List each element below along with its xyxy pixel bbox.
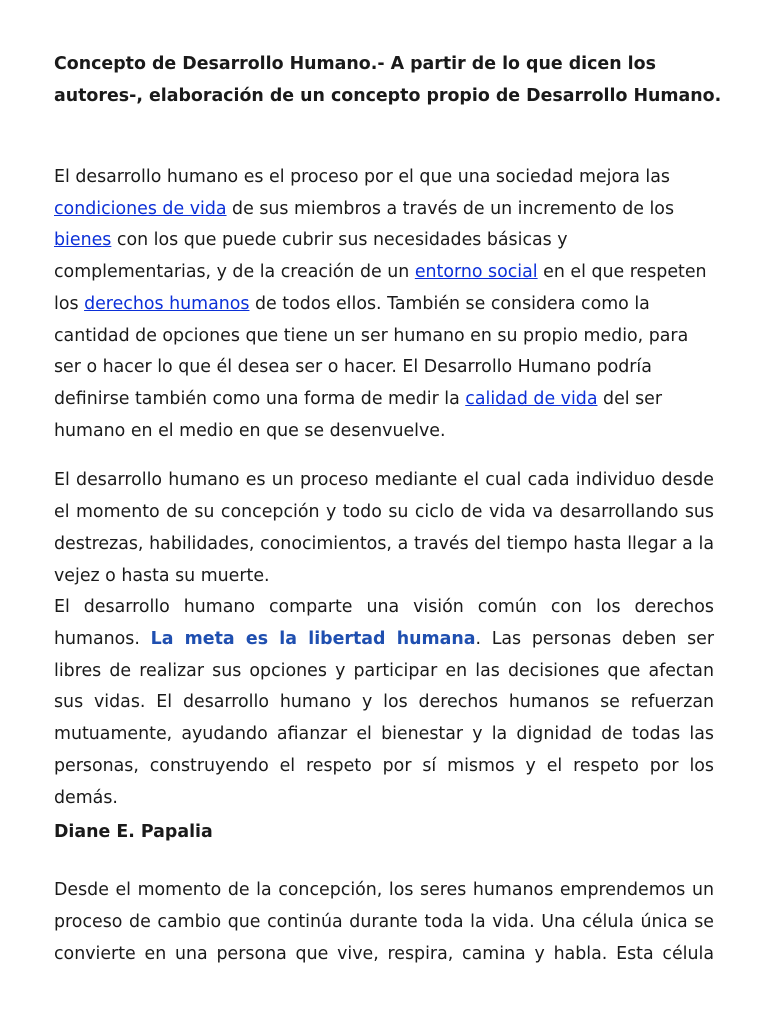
paragraph-human-rights xyxy=(54,592,714,815)
text-run: del ser humano en el medio en que se desenvuelve. xyxy=(54,388,663,441)
paragraph-definition xyxy=(54,162,716,447)
highlighted-phrase: La meta es la libertad humana xyxy=(150,628,476,649)
link-condiciones-de-vida[interactable]: condiciones de vida xyxy=(54,198,227,219)
paragraph-papalia: Desde el momento de la concepción, los seres humanos emprendemos un proceso de cambio que continúa durante toda la vida. Una célula única se convierte en una persona que vive, respira, camina y habla. Esta célula xyxy=(54,880,714,964)
author-heading: Diane E. Papalia xyxy=(54,822,213,842)
link-bienes[interactable]: bienes xyxy=(54,230,112,251)
link-derechos-humanos[interactable]: derechos humanos xyxy=(84,293,250,314)
text-run: con los que puede cubrir sus necesidades básicas y complementarias, y de la creación de un xyxy=(54,230,568,283)
paragraph-process: El desarrollo humano es un proceso mediante el cual cada individuo desde el momento de su concepción y todo su ciclo de vida va desarrollando sus destrezas, habilidades, conocimientos, a través del tiempo hasta llegar a la vejez o hasta su muerte. xyxy=(54,470,714,586)
text-run: en el que respeten los xyxy=(54,262,707,314)
link-entorno-social[interactable]: entorno social xyxy=(414,262,538,283)
section-heading: Concepto de Desarrollo Humano.- A partir de lo que dicen los autores-, elaboración de un concepto propio de Desarrollo Humano. xyxy=(54,54,722,106)
text-run: El desarrollo humano comparte una visión común con los derechos humanos. xyxy=(54,597,714,649)
text-run: El desarrollo humano es el proceso por el que una sociedad mejora las xyxy=(54,167,670,187)
text-run: . Las personas deben ser libres de realizar sus opciones y participar en las decisiones que afectan sus vidas. El desarrollo humano y los derechos humanos se refuerzan mutuamente, ayudando afianzar el bienestar y la dignidad de todas las personas, construyendo el respeto por sí mismos y el respeto por los demás. xyxy=(54,628,714,808)
link-calidad-de-vida[interactable]: calidad de vida xyxy=(465,388,598,409)
text-run: de sus miembros a través de un incremento de los xyxy=(226,198,674,219)
text-run: de todos ellos. También se considera como la cantidad de opciones que tiene un ser humano en su propio medio, para ser o hacer lo que él desea ser o hacer. El Desarrollo Humano podría definirse también como una forma de medir la xyxy=(54,293,689,409)
